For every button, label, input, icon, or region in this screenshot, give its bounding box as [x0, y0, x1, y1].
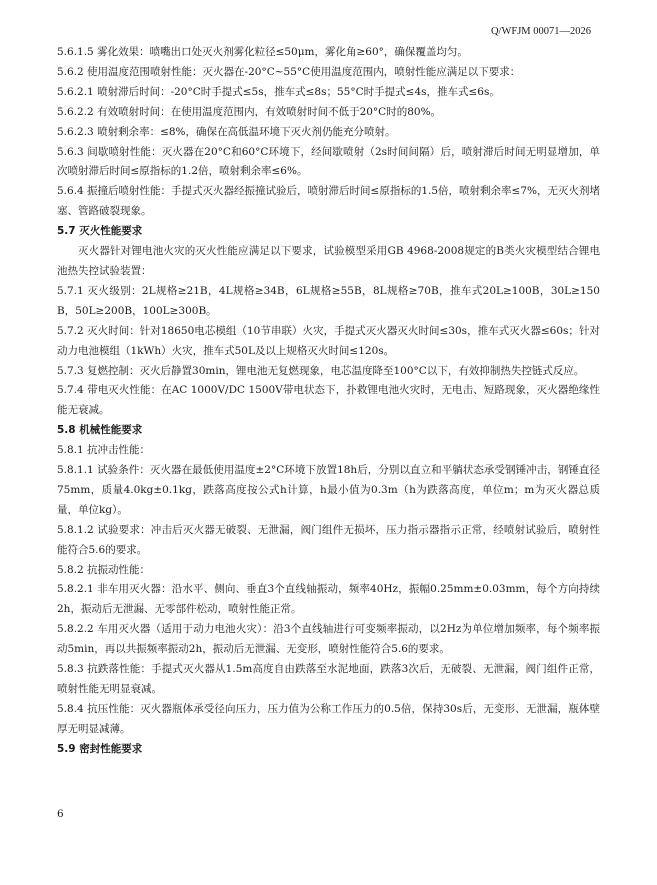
clause-5-8-1-2: 5.8.1.2 试验要求：冲击后灭火器无破裂、无泄漏，阀门组件无损坏，压力指示器指示正常，经喷射试验后，喷射性能符合5.6的要求。 — [57, 523, 600, 556]
page-content — [57, 43, 600, 760]
clause-5-6-2: 5.6.2 使用温度范围喷射性能：灭火器在-20°C~55°C使用温度范围内，喷射性能应满足以下要求： — [57, 65, 521, 78]
clause-5-7-3: 5.7.3 复燃控制：灭火后静置30min，锂电池无复燃现象，电芯温度降至100°C以下，有效抑制热失控链式反应。 — [57, 364, 585, 377]
clause-5-8-3: 5.8.3 抗跌落性能：手提式灭火器从1.5m高度自由跌落至水泥地面，跌落3次后，无破裂、无泄漏，阀门组件正常，喷射性能无明显衰减。 — [57, 663, 600, 695]
clause-5-6-1-5: 5.6.1.5 雾化效果：喷嘴出口处灭火剂雾化粒径≤50μm，雾化角≥60°，确保覆盖均匀。 — [57, 46, 468, 58]
section-heading-5-7: 5.7 灭火性能要求 — [57, 225, 143, 238]
clause-5-6-2-1: 5.6.2.1 喷射滞后时间：-20°C时手提式≤5s，推车式≤8s；55°C时手提式≤4s，推车式≤6s。 — [57, 85, 500, 98]
clause-5-7-1: 5.7.1 灭火级别：2L规格≥21B，4L规格≥34B，6L规格≥55B，8L规格≥70B，推车式20L≥100B，30L≥150B，50L≥200B，100L≥300B。 — [57, 284, 600, 317]
section-heading-5-8: 5.8 机械性能要求 — [57, 424, 143, 437]
clause-5-8-2-1: 5.8.2.1 非车用灭火器：沿水平、侧向、垂直3个直线轴振动，频率40Hz，振幅0.25mm±0.03mm，每个方向持续2h，振动后无泄漏、无零部件松动，喷射性能正常。 — [57, 583, 600, 616]
clause-5-6-2-2: 5.6.2.2 有效喷射时间：在使用温度范围内，有效喷射时间不低于20°C时的80%。 — [57, 105, 442, 118]
clause-5-8-1-1: 5.8.1.1 试验条件：灭火器在最低使用温度±2°C环境下放置18h后，分别以直立和平躺状态承受钢锤冲击，钢锤直径75mm，质量4.0kg±0.1kg，跌落高度按公式h计算，h最小值为0.3m（h为跌落高度，单位m；m为灭火器总质量，单位kg）。 — [57, 464, 600, 516]
section-heading-5-9: 5.9 密封性能要求 — [57, 742, 143, 755]
clause-5-6-2-3: 5.6.2.3 喷射剩余率：≤8%，确保在高低温环境下灭火剂仍能充分喷射。 — [57, 125, 396, 138]
section-5-7-intro: 灭火器针对锂电池火灾的灭火性能应满足以下要求，试验模型采用GB 4968-2008规定的B类火灾模型结合锂电池热失控试验装置： — [57, 245, 600, 277]
clause-5-7-4: 5.7.4 带电灭火性能：在AC 1000V/DC 1500V带电状态下，扑救锂电池火灾时，无电击、短路现象，灭火器绝缘性能无衰减。 — [57, 384, 600, 417]
clause-5-8-4: 5.8.4 抗压性能：灭火器瓶体承受径向压力，压力值为公称工作压力的0.5倍，保持30s后，无变形、无泄漏，瓶体壁厚无明显减薄。 — [57, 702, 600, 735]
clause-5-8-1: 5.8.1 抗冲击性能： — [57, 444, 151, 457]
standard-number-header: Q/WFJM 00071—2026 — [490, 26, 591, 37]
clause-5-6-3: 5.6.3 间歇喷射性能：灭火器在20°C和60°C环境下，经间歇喷射（2s时间间隔）后，喷射滞后时间无明显增加，单次喷射滞后时间≤原指标的1.2倍，喷射剩余率≤6%。 — [57, 145, 600, 178]
page-number: 6 — [57, 808, 64, 820]
clause-5-6-4: 5.6.4 振撞后喷射性能：手提式灭火器经振撞试验后，喷射滞后时间≤原指标的1.5倍，喷射剩余率≤7%，无灭火剂堵塞、管路破裂现象。 — [57, 185, 601, 218]
clause-5-7-2: 5.7.2 灭火时间：针对18650电芯模组（10节串联）火灾，手提式灭火器灭火时间≤30s，推车式灭火器≤60s；针对动力电池模组（1kWh）火灾，推车式50L及以上规格灭火时间≤120s。 — [57, 324, 600, 357]
clause-5-8-2: 5.8.2 抗振动性能： — [57, 563, 151, 576]
clause-5-8-2-2: 5.8.2.2 车用灭火器（适用于动力电池火灾）：沿3个直线轴进行可变频率振动，以2Hz为单位增加频率，每个频率振动5min，再以共振频率振动2h，振动后无泄漏、无变形，喷射性能符合5.6的要求。 — [57, 623, 600, 656]
